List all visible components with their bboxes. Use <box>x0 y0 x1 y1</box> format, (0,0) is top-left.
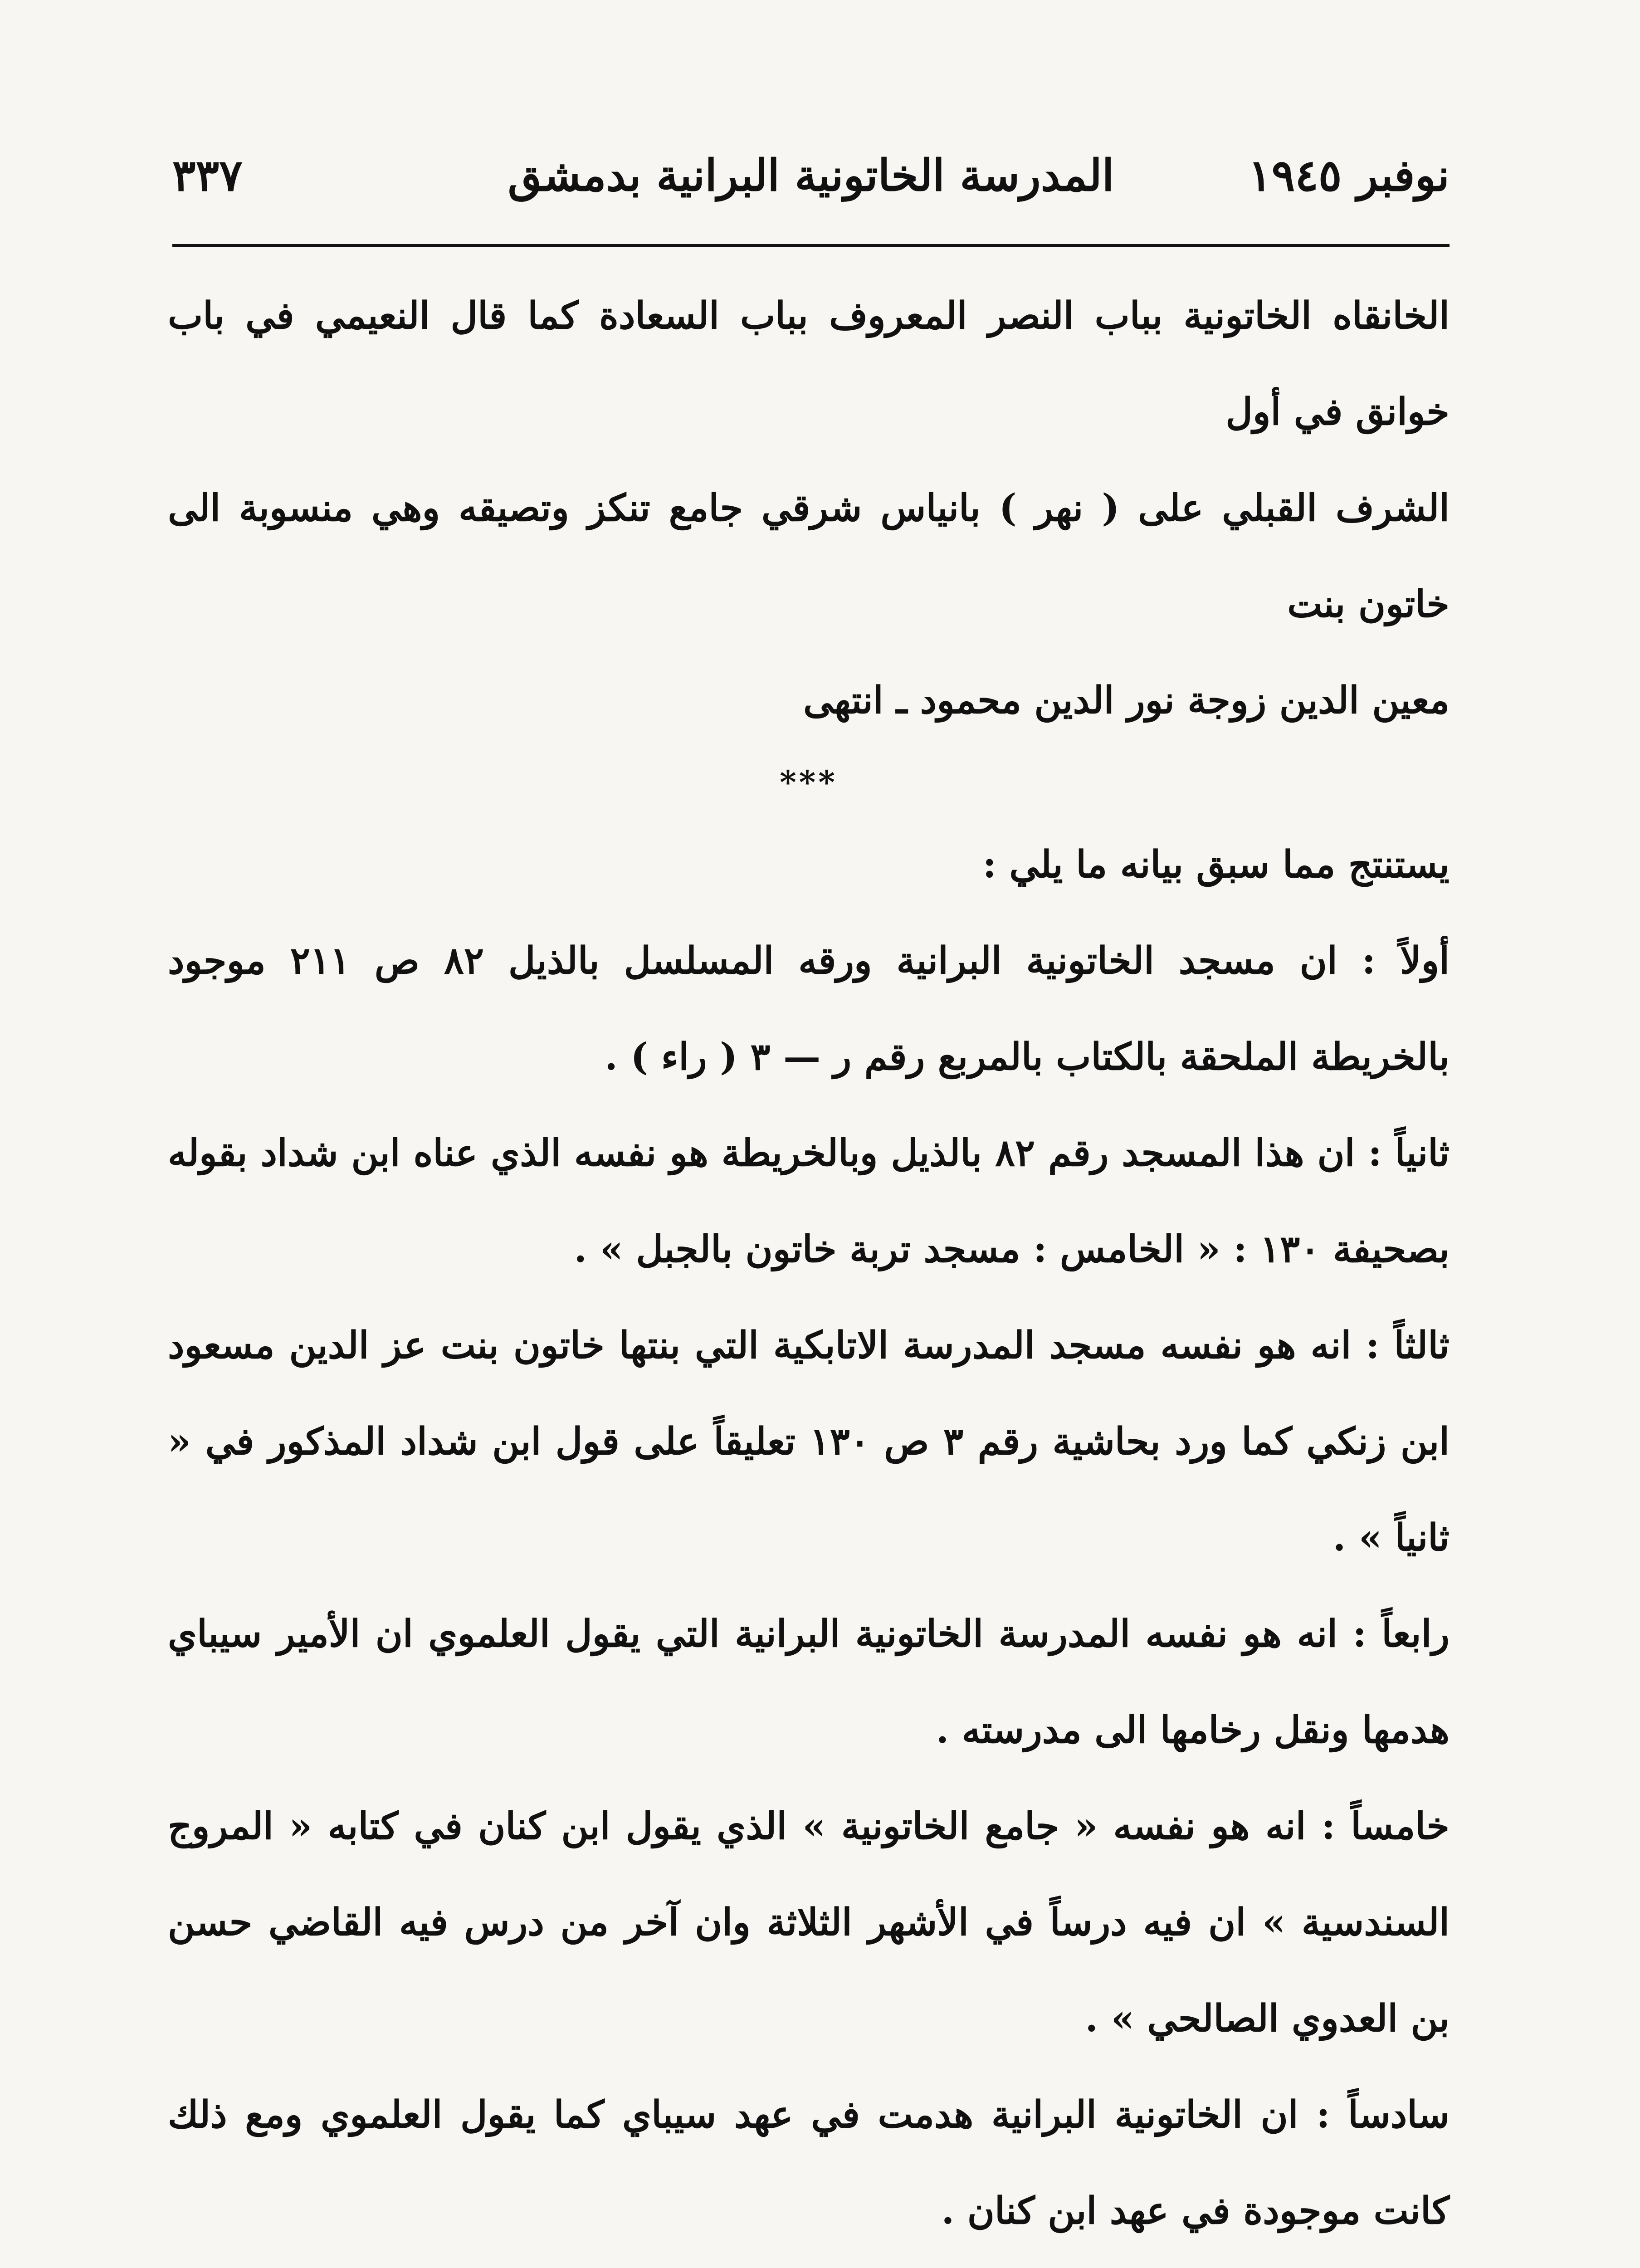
section-separator: *** <box>780 763 838 801</box>
page-number: ٣٣٧ <box>172 150 243 201</box>
article-body <box>168 268 1450 2268</box>
intro-line: الخانقاه الخاتونية بباب النصر المعروف بباب السعادة كما قال النعيمي في باب خوانق في أول <box>168 294 1450 434</box>
header-rule <box>172 244 1450 247</box>
intro-line: الشرف القبلي على ( نهر ) بانياس شرقي جامع تنكز وتصيقه وهي منسوبة الى خاتون بنت <box>168 486 1450 626</box>
conclusion-point: خامساً : انه هو نفسه « جامع الخاتونية » الذي يقول ابن كنان في كتابه « المروج السندسية » ان فيه درساً في الأشهر الثلاثة وان آخر من درس فيه القاضي حسن بن العدوي الصالحي » . <box>168 1804 1450 2040</box>
running-header <box>172 150 1450 240</box>
conclusion-point: أولاً : ان مسجد الخاتونية البرانية ورقه المسلسل بالذيل ٨٢ ص ٢١١ موجود بالخريطة الملحقة بالكتاب بالمربع رقم ر — ٣ ( راء ) . <box>168 939 1450 1079</box>
conclusion-point: ثالثاً : انه هو نفسه مسجد المدرسة الاتابكية التي بنتها خاتون بنت عز الدين مسعود ابن زنكي كما ورد بحاشية رقم ٣ ص ١٣٠ تعليقاً على قول ابن شداد المذكور في « ثانياً » . <box>168 1324 1450 1559</box>
intro-line: معين الدين زوجة نور الدين محمود ـ انتهى <box>803 679 1450 722</box>
conclusion-point: ثانياً : ان هذا المسجد رقم ٨٢ بالذيل وبالخريطة هو نفسه الذي عناه ابن شداد بقوله بصحيفة ١٣٠ : « الخامس : مسجد تربة خاتون بالجبل » . <box>168 1131 1450 1271</box>
conclusion-intro: يستنتج مما سبق بيانه ما يلي : <box>982 843 1450 886</box>
header-title: المدرسة الخاتونية البرانية بدمشق <box>508 150 1114 201</box>
conclusion-point: رابعاً : انه هو نفسه المدرسة الخاتونية البرانية التي يقول العلموي ان الأمير سيباي هدمها ونقل رخامها الى مدرسته . <box>168 1612 1450 1752</box>
conclusion-point: سادساً : ان الخاتونية البرانية هدمت في عهد سيباي كما يقول العلموي ومع ذلك كانت موجودة في عهد ابن كنان . <box>168 2093 1450 2233</box>
section-heading <box>168 2259 1450 2268</box>
header-date: نوفبر ١٩٤٥ <box>1248 150 1450 201</box>
